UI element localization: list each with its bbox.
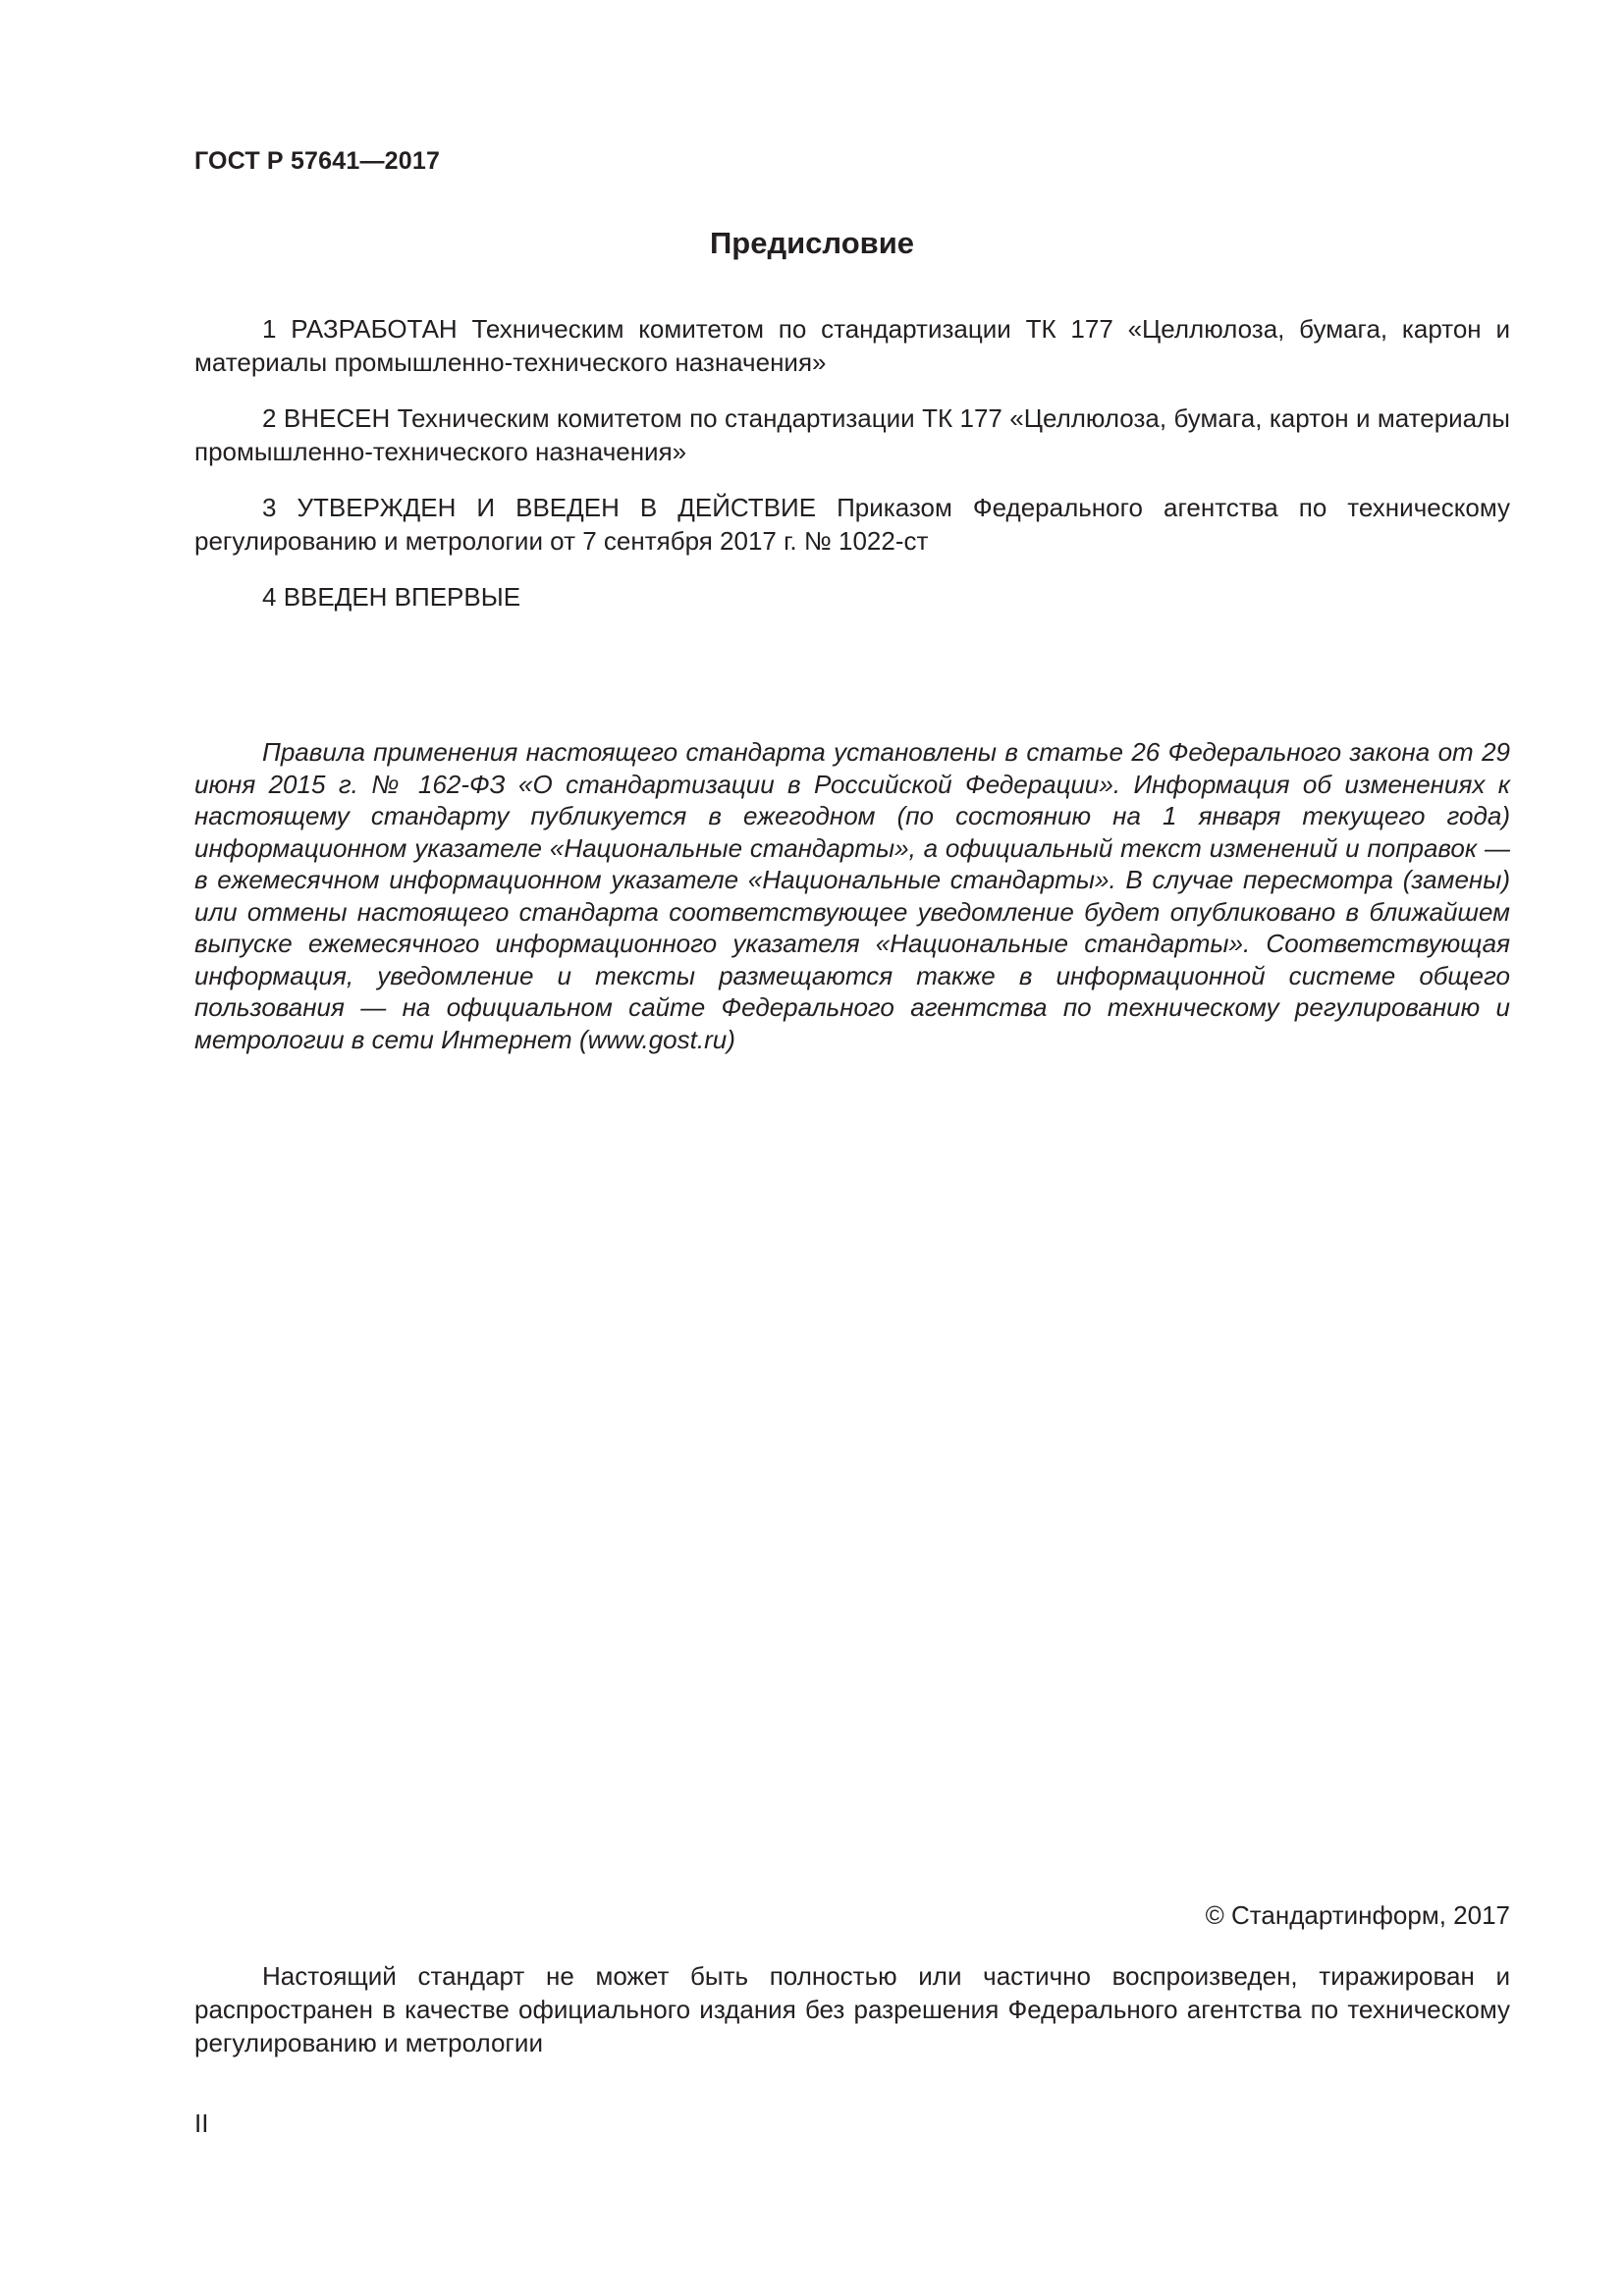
foreword-item — [194, 580, 1510, 614]
application-rules-notice: Правила применения настоящего стандарта установлены в статье 26 Федерального закона от 29 июня 2015 г. № 162-ФЗ «О стандартизации в Российской Федерации». Информация об изменениях к настоящему стандарту публикуется в ежегодном (по состоянию на 1 января текущего года) информационном указателе «Национальные стандарты», а официальный текст изменений и поправок — в ежемесячном информационном указателе «Национальные стандарты». В случае пересмотра (замены) или отмены настоящего стандарта соответствующее уведомление будет опубликовано в ближайшем выпуске ежемесячного информационного указателя «Национальные стандарты». Соответствующая информация, уведомление и тексты размещаются также в информационной системе общего пользования — на официальном сайте Федерального агентства по техническому регулированию и метрологии в сети Интернет (www.gost.ru) — [194, 737, 1510, 1054]
foreword-list — [194, 312, 1510, 636]
item-text: ВНЕСЕН Техническим комитетом по стандартизации ТК 177 «Целлюлоза, бумага, картон и материалы промышленно-технического назначения» — [194, 403, 1510, 466]
foreword-item — [194, 401, 1510, 468]
page-number: II — [194, 2109, 209, 2138]
item-number: 1 — [262, 314, 277, 344]
foreword-item — [194, 491, 1510, 558]
item-number: 4 — [262, 582, 277, 612]
item-text: ВВЕДЕН ВПЕРВЫЕ — [283, 582, 521, 612]
item-number: 2 — [262, 403, 277, 433]
document-code: ГОСТ Р 57641—2017 — [194, 147, 441, 175]
item-number: 3 — [262, 493, 277, 522]
reproduction-restriction: Настоящий стандарт не может быть полностью или частично воспроизведен, тиражирован и распространен в качестве официального издания без разрешения Федерального агентства по техническому регулированию и метрологии — [194, 1961, 1510, 2057]
foreword-item — [194, 312, 1510, 379]
page-title: Предисловие — [709, 226, 914, 260]
copyright-line: © Стандартинформ, 2017 — [1205, 1900, 1510, 1930]
item-text: РАЗРАБОТАН Техническим комитетом по стандартизации ТК 177 «Целлюлоза, бумага, картон и материалы промышленно-технического назначения» — [194, 314, 1510, 377]
item-text: УТВЕРЖДЕН И ВВЕДЕН В ДЕЙСТВИЕ Приказом Федерального агентства по техническому регулированию и метрологии от 7 сентября 2017 г. № 1022-ст — [194, 493, 1510, 556]
